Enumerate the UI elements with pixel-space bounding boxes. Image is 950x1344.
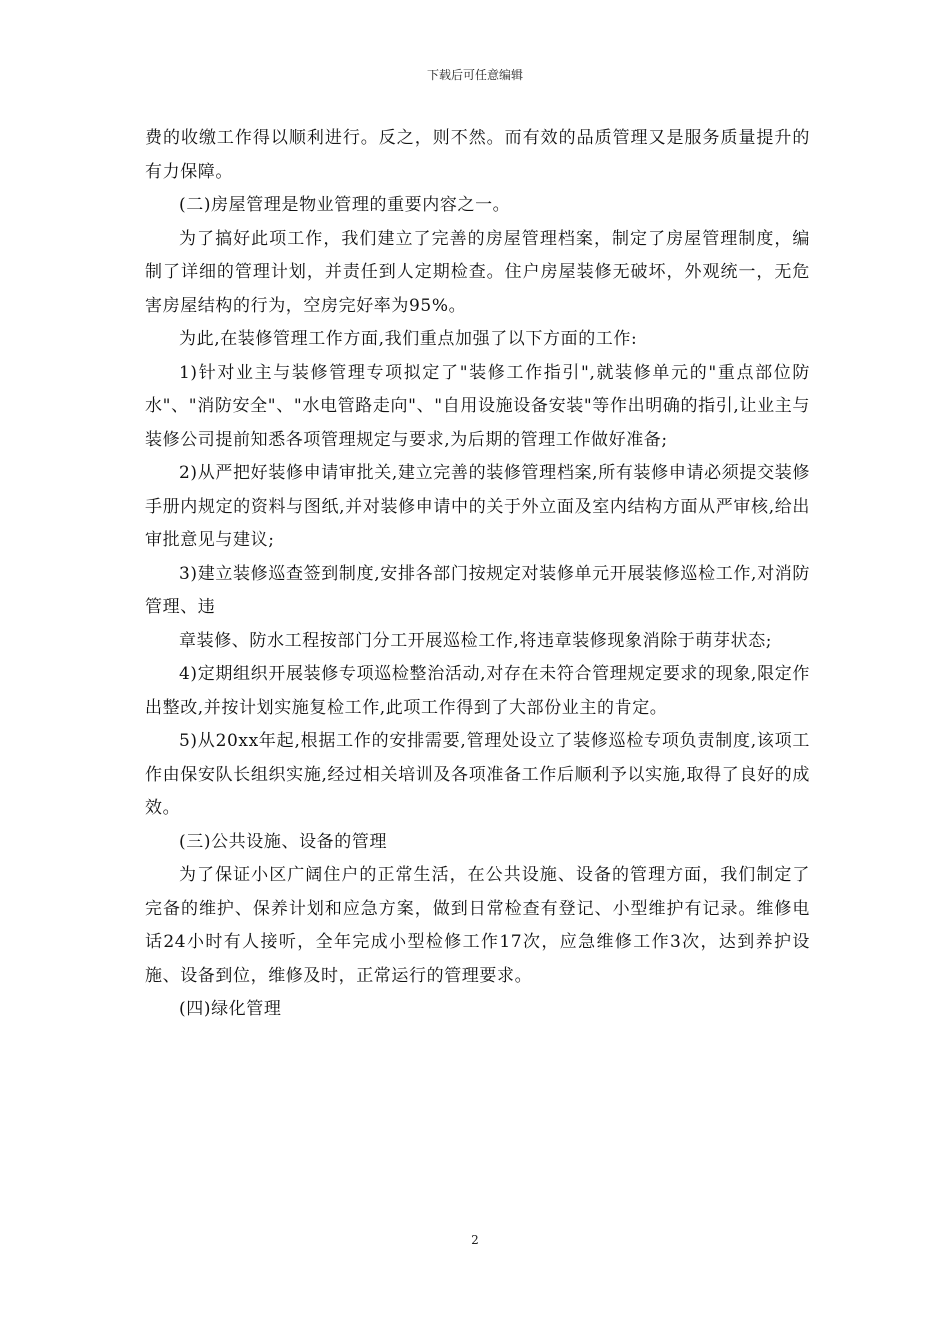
page-header: 下载后可任意编辑 <box>426 68 523 82</box>
paragraph-12: 为了保证小区广阔住户的正常生活，在公共设施、设备的管理方面，我们制定了完备的维护、保养计划和应急方案，做到日常检查有登记、小型维护有记录。维修电话24小时有人接听，全年完成小型检修工作17次，应急维修工作3次，达到养护设施、设备到位，维修及时，正常运行的管理要求。 <box>145 865 810 986</box>
paragraph-1: 费的收缴工作得以顺利进行。反之，则不然。而有效的品质管理又是服务质量提升的有力保障。 <box>145 128 810 182</box>
paragraph-13: (四)绿化管理 <box>179 999 282 1019</box>
paragraph-9: 4)定期组织开展装修专项巡检整治活动,对存在未符合管理规定要求的现象,限定作出整改,并按计划实施复检工作,此项工作得到了大部份业主的肯定。 <box>145 664 810 718</box>
paragraph-7: 3)建立装修巡查签到制度,安排各部门按规定对装修单元开展装修巡检工作,对消防管理、违 <box>145 563 810 617</box>
paragraph-5: 1)针对业主与装修管理专项拟定了"装修工作指引",就装修单元的"重点部位防水"、"消防安全"、"水电管路走向"、"自用设施设备安装"等作出明确的指引,让业主与装修公司提前知悉各项管理规定与要求,为后期的管理工作做好准备; <box>145 362 810 450</box>
document-body <box>145 122 810 1027</box>
page-number: 2 <box>471 1233 479 1247</box>
paragraph-3: 为了搞好此项工作，我们建立了完善的房屋管理档案，制定了房屋管理制度，编制了详细的管理计划，并责任到人定期检查。住户房屋装修无破坏，外观统一，无危害房屋结构的行为，空房完好率为95%。 <box>145 228 810 316</box>
paragraph-6: 2)从严把好装修申请审批关,建立完善的装修管理档案,所有装修申请必须提交装修手册内规定的资料与图纸,并对装修申请中的关于外立面及室内结构方面从严审核,给出审批意见与建议; <box>145 463 810 550</box>
paragraph-8: 章装修、防水工程按部门分工开展巡检工作,将违章装修现象消除于萌芽状态; <box>179 630 773 651</box>
paragraph-4: 为此,在装修管理工作方面,我们重点加强了以下方面的工作: <box>179 329 638 349</box>
paragraph-10: 5)从20xx年起,根据工作的安排需要,管理处设立了装修巡检专项负责制度,该项工作由保安队长组织实施,经过相关培训及各项准备工作后顺利予以实施,取得了良好的成效。 <box>145 731 810 818</box>
paragraph-2: (二)房屋管理是物业管理的重要内容之一。 <box>179 195 511 215</box>
paragraph-11: (三)公共设施、设备的管理 <box>179 831 388 852</box>
